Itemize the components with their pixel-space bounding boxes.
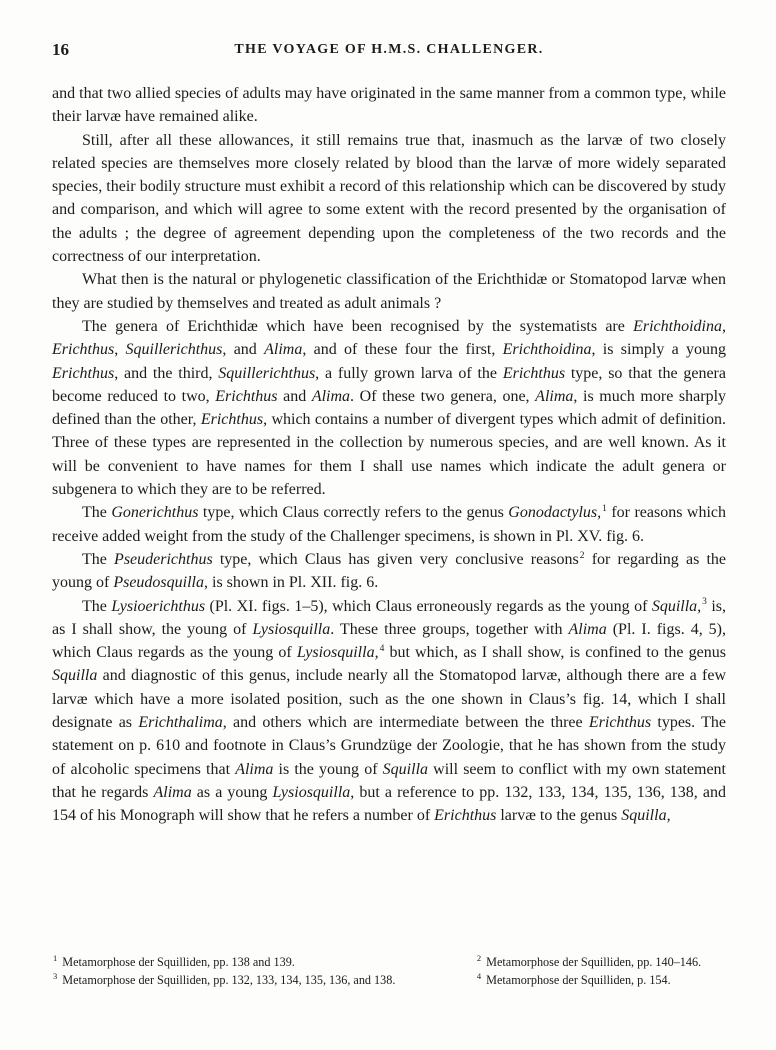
text-run: type, which Claus correctly refers to the genus [198,504,509,522]
text-run: Still, after all these allowances, it still remains true that, inasmuch as the larvæ of two closely related species are themselves more closely related by blood than the larvæ of more widely separated species, their bodily structure must exhibit a record of this relationship which can be discovered by study and comparison, and which will agree to some extent with the record presented by the organisation of the adults ; the degree of agreement depending upon the completeness of the two records and the correctness of our interpretation. [52,131,726,266]
text-run: . These three groups, together with [330,620,569,638]
text-run: larvæ to the genus [496,807,622,825]
text-run: for reasons which receive added weight from the study of the Challenger specimens, is shown in Pl. XV. fig. 6. [52,504,727,545]
footnote [52,954,470,970]
italic-run: Gonodactylus, [508,504,602,522]
text-run: The [82,550,115,568]
italic-run: Pseudosquilla [113,574,204,592]
footnote-ref: 3 [53,970,58,981]
footnote [476,972,732,988]
italic-run: Squilla, [651,597,702,615]
text-run: , is simply a young [591,341,727,359]
italic-run: Erichthus [215,387,278,405]
footnotes [52,954,726,988]
text-run: The genera of Erichthidæ which have been recognised by the systematists are [82,317,634,335]
text-run: , which contains a number of divergent types which admit of definition. Three of these types are represented in the collection by numerous species, and are well known. As it will be convenient to have names for them I shall use names which indicate the adult genera or subgenera to which they are to be referred. [52,411,726,499]
paragraph [52,548,726,595]
text-run: is the young of [273,760,383,778]
text-run: and that two allied species of adults may have originated in the same manner from a common type, while their larvæ have remained alike. [52,85,726,126]
text-run: Metamorphose der Squilliden, pp. 132, 133, 134, 135, 136, and 138. [59,973,396,987]
paragraph [52,315,726,501]
italic-run: Squillerichthus [218,364,316,382]
footnote-ref: 2 [579,550,585,561]
footnote-ref: 1 [53,952,58,963]
italic-run: Erichthus [588,714,652,732]
text-run: (Pl. I. figs. 4, 5), which Claus regards as the young of [52,620,727,662]
italic-run: Lysiosquilla [272,783,351,801]
paragraph [52,595,726,828]
paragraph [52,268,726,315]
text-run: The [82,504,112,522]
italic-run: Pseuderichthus [114,550,213,568]
italic-run: Erichthus [502,364,566,382]
italic-run: Erichthus [52,341,115,359]
text-run: , and [222,341,265,359]
italic-run: Gonerichthus [111,504,199,522]
text-run: The [82,597,112,615]
text-run: for regarding as the young of [52,550,727,592]
text-run: . Of these two genera, one, [350,387,536,405]
footnote [52,972,470,988]
footnote-ref: 1 [602,504,607,515]
text-run: , [722,317,726,335]
italic-run: Lysiosquilla [252,620,331,638]
running-title: THE VOYAGE OF H.M.S. CHALLENGER. [234,42,544,57]
footnote-ref: 2 [476,952,482,963]
text-run: , a fully grown larva of the [315,364,503,382]
footnote-ref: 4 [476,970,482,981]
italic-run: Alima [235,760,274,778]
text-run: Metamorphose der Squilliden, p. 154. [483,973,671,987]
text-run: , and others which are intermediate between the three [222,714,589,732]
italic-run: Alima [311,387,351,405]
italic-run: Alima [568,620,607,638]
italic-run: Squilla [382,760,429,778]
italic-run: Erichthoidina [502,341,592,359]
text-run: , and of these four the first, [302,341,503,359]
text-run: but which, as I shall show, is confined to the genus [384,644,726,662]
page-header [52,40,726,64]
italic-run: Squilla [52,667,98,685]
text-run: Metamorphose der Squilliden, pp. 138 and 139. [59,955,295,969]
text-run: and [277,387,312,405]
text-run: as a young [191,783,273,801]
italic-run: Erichthus [434,807,497,825]
italic-run: Lysiosquilla, [296,644,379,662]
italic-run: Squillerichthus [125,341,223,359]
text-run: Metamorphose der Squilliden, pp. 140–146. [483,955,702,969]
italic-run: Erichthus [200,411,264,429]
italic-run: Alima [264,341,303,359]
body-text [52,82,726,828]
italic-run: Erichthus [52,364,115,382]
paragraph [52,129,726,269]
text-run: type, so that the genera become reduced to two, [52,364,726,405]
italic-run: Erichthoidina [633,317,722,335]
italic-run: Alima [535,387,574,405]
text-run: , but a reference to pp. 132, 133, 134, 135, 136, 138, and 154 of his Monograph will show that he refers a number of [52,783,726,825]
text-run: type, which Claus has given very conclusive reasons [212,550,579,568]
text-run: , [114,341,126,359]
paragraph [52,82,726,129]
text-run: is, as I shall show, the young of [52,597,727,638]
text-run: types. The statement on p. 610 and footnote in Claus’s Grundzüge der Zoologie, that he has shown from the study of alcoholic specimens that [52,714,727,778]
text-run: (Pl. XI. figs. 1–5), which Claus erroneously regards as the young of [205,597,652,615]
italic-run: Erichthalima [138,714,223,732]
footnote-ref: 4 [379,643,385,654]
page-number: 16 [52,40,69,59]
text-run: , is much more sharply defined than the other, [52,387,727,429]
italic-run: Lysioerichthus [111,597,206,615]
text-run: and diagnostic of this genus, include nearly all the Stomatopod larvæ, although there are a few larvæ which have a more isolated position, such as the one shown in Claus’s fig. 14, which I shall designate as [52,667,726,732]
italic-run: Squilla, [621,807,671,825]
footnote [476,954,732,970]
paragraph [52,501,726,548]
text-run: What then is the natural or phylogenetic classification of the Erichthidæ or Stomatopod larvæ when they are studied by themselves and treated as adult animals ? [52,271,726,312]
text-run: , and the third, [114,364,219,382]
footnote-ref: 3 [702,597,707,608]
italic-run: Alima [153,783,192,801]
text-run: , is shown in Pl. XII. fig. 6. [204,574,379,592]
text-run: will seem to conflict with my own statement that he regards [52,760,726,801]
